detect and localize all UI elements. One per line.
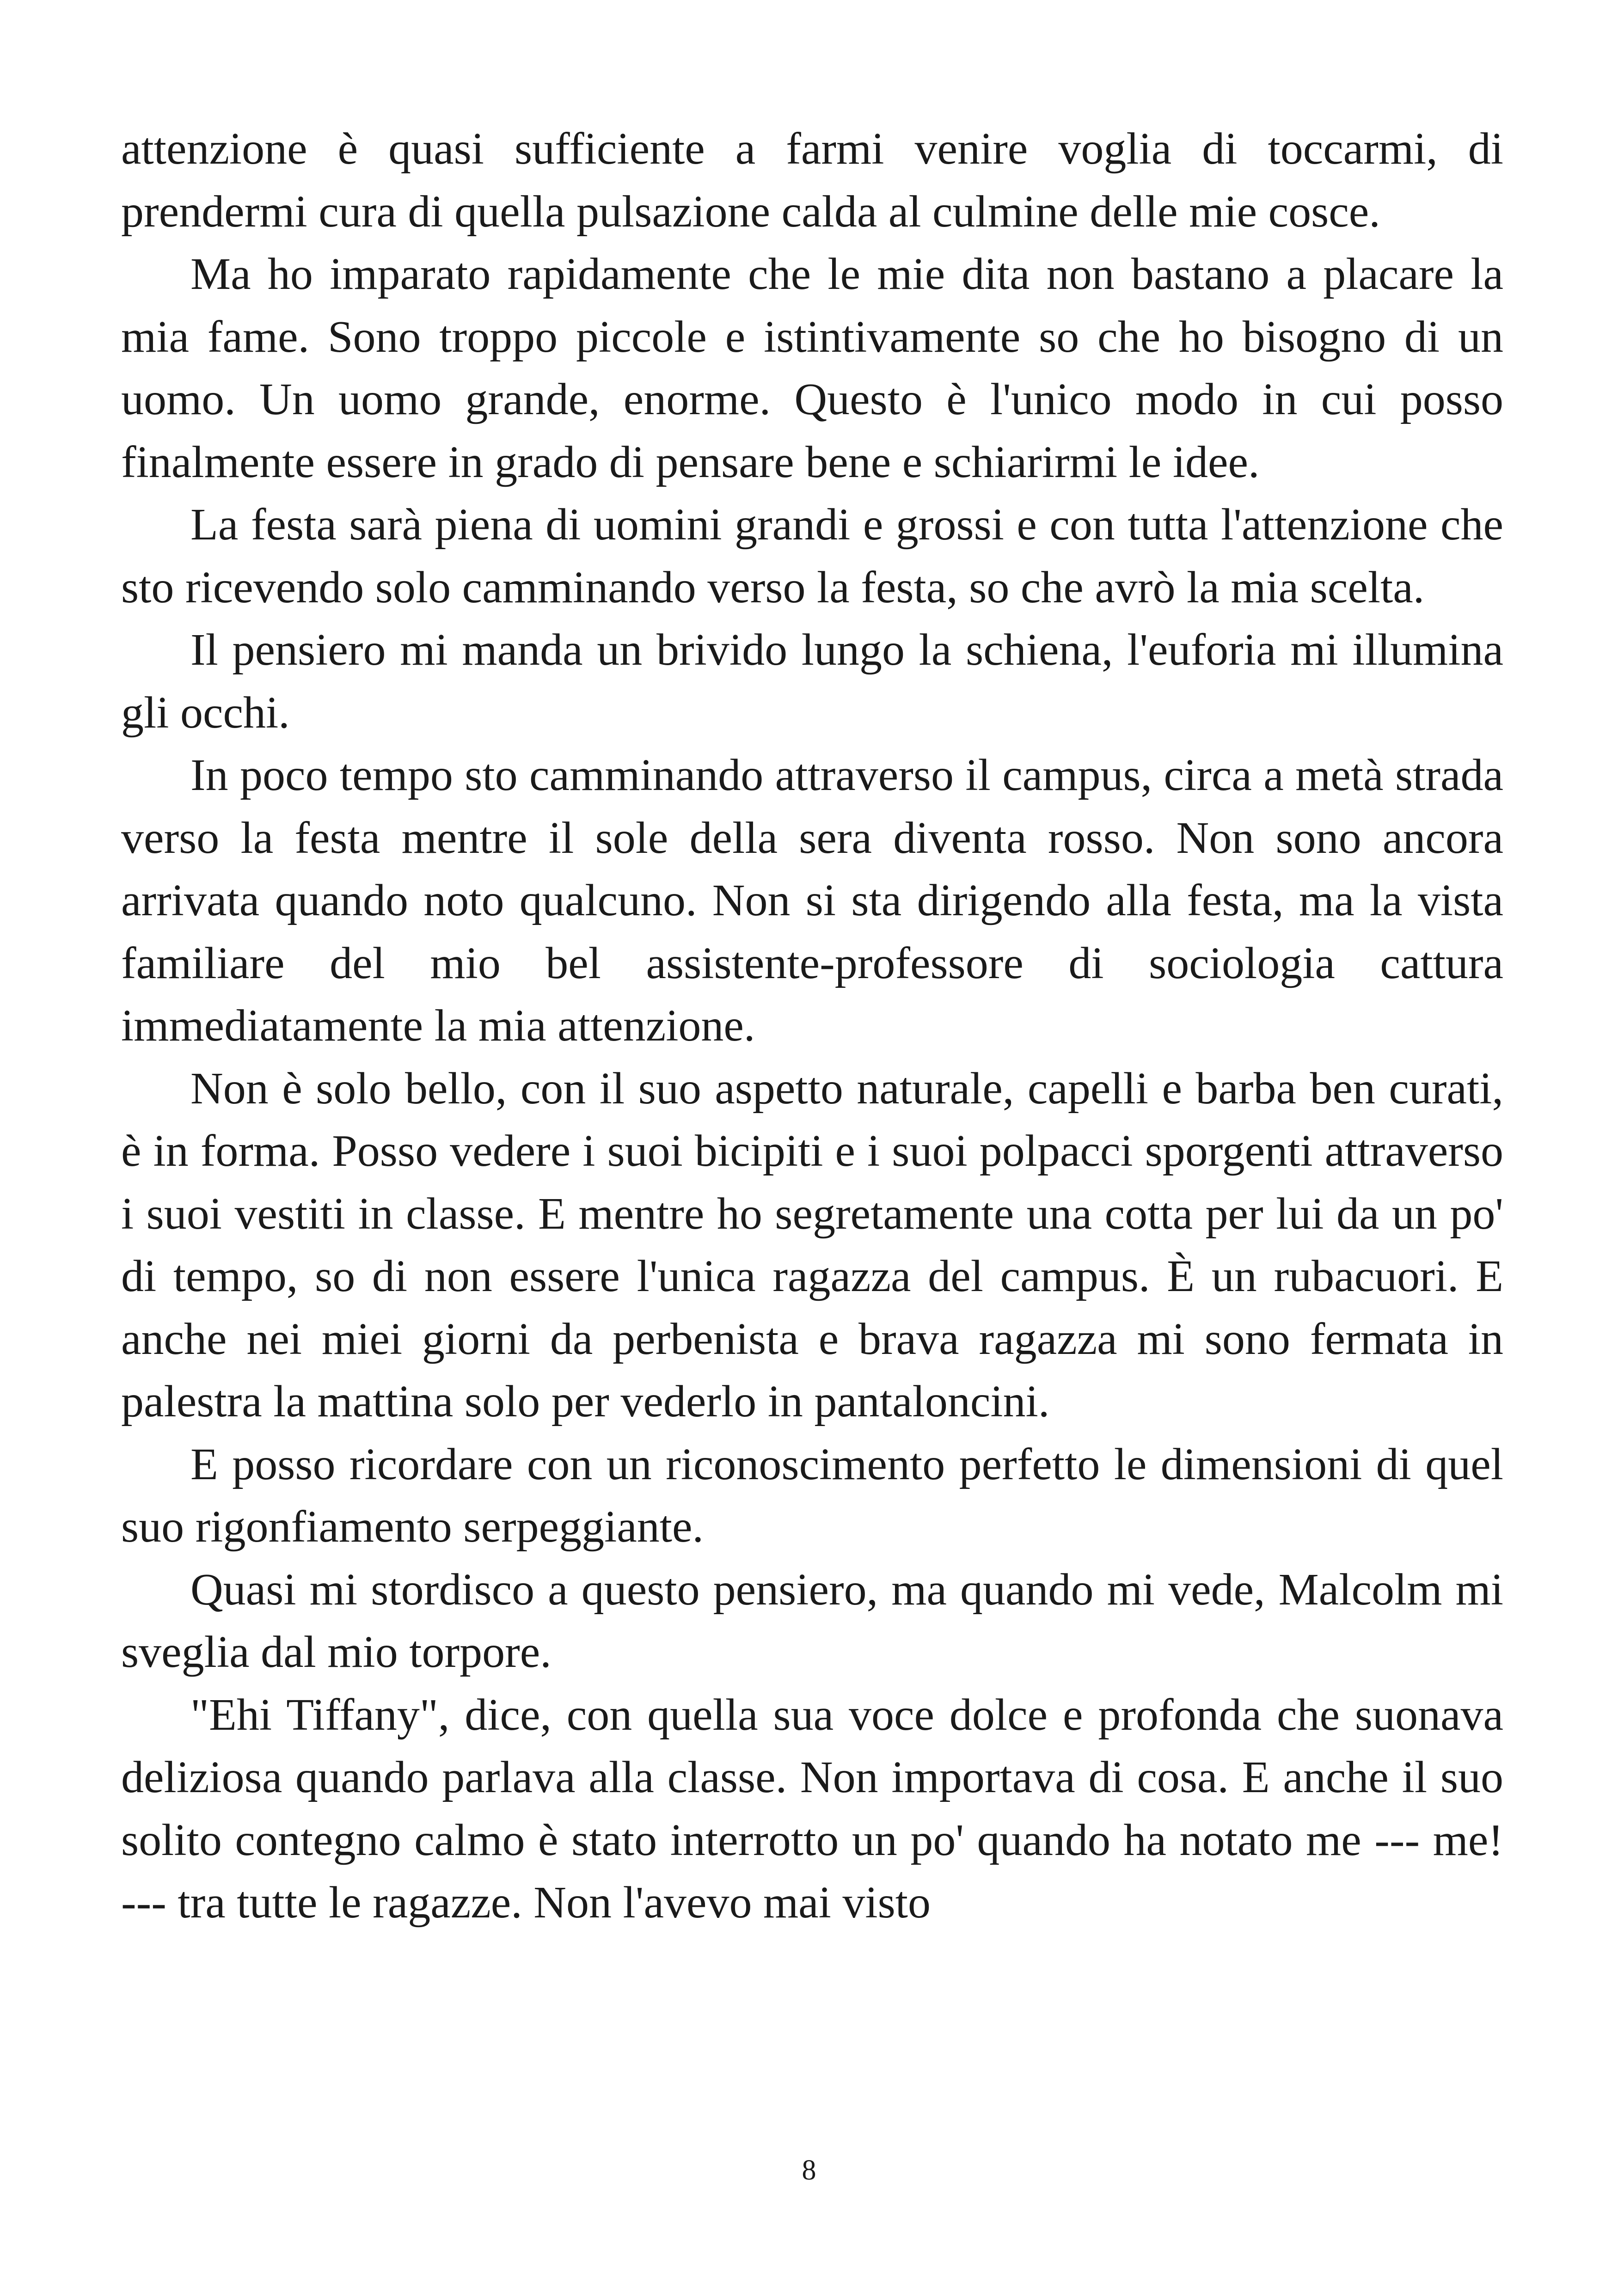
- paragraph: La festa sarà piena di uomini grandi e grossi e con tutta l'attenzione che sto ricevendo solo camminando verso la festa, so che avrò la mia scelta.: [121, 500, 1503, 612]
- paragraph: Non è solo bello, con il suo aspetto naturale, capelli e barba ben curati, è in forma. Posso vedere i suoi bicipiti e i suoi polpacci sporgenti attraverso i suoi vestiti in classe. E mentre ho segretamente una cotta per lui da un po' di tempo, so di non essere l'unica ragazza del campus. È un rubacuori. E anche nei miei giorni da perbenista e brava ragazza mi sono fermata in palestra la mattina solo per vederlo in pantaloncini.: [121, 1063, 1503, 1427]
- body-text: [121, 118, 1503, 1935]
- paragraph: E posso ricordare con un riconoscimento perfetto le dimensioni di quel suo rigonfiamento serpeggiante.: [121, 1439, 1503, 1552]
- paragraph: "Ehi Tiffany", dice, con quella sua voce dolce e profonda che suonava deliziosa quando parlava alla classe. Non importava di cosa. E anche il suo solito contegno calmo è stato interrotto un po' quando ha notato me --- me! --- tra tutte le ragazze. Non l'avevo mai visto: [121, 1690, 1503, 1928]
- paragraph: Ma ho imparato rapidamente che le mie dita non bastano a placare la mia fame. Sono troppo piccole e istintivamente so che ho bisogno di un uomo. Un uomo grande, enorme. Questo è l'unico modo in cui posso finalmente essere in grado di pensare bene e schiarirmi le idee.: [121, 249, 1503, 487]
- paragraph: Quasi mi stordisco a questo pensiero, ma quando mi vede, Malcolm mi sveglia dal mio torpore.: [121, 1564, 1503, 1677]
- paragraph: In poco tempo sto camminando attraverso il campus, circa a metà strada verso la festa mentre il sole della sera diventa rosso. Non sono ancora arrivata quando noto qualcuno. Non si sta dirigendo alla festa, ma la vista familiare del mio bel assistente-professore di sociologia cattura immediatamente la mia attenzione.: [121, 750, 1503, 1051]
- paragraph: Il pensiero mi manda un brivido lungo la schiena, l'euforia mi illumina gli occhi.: [121, 625, 1503, 738]
- paragraph: attenzione è quasi sufficiente a farmi venire voglia di toccarmi, di prendermi cura di quella pulsazione calda al culmine delle mie cosce.: [121, 124, 1503, 237]
- page-number: 8: [802, 2155, 816, 2186]
